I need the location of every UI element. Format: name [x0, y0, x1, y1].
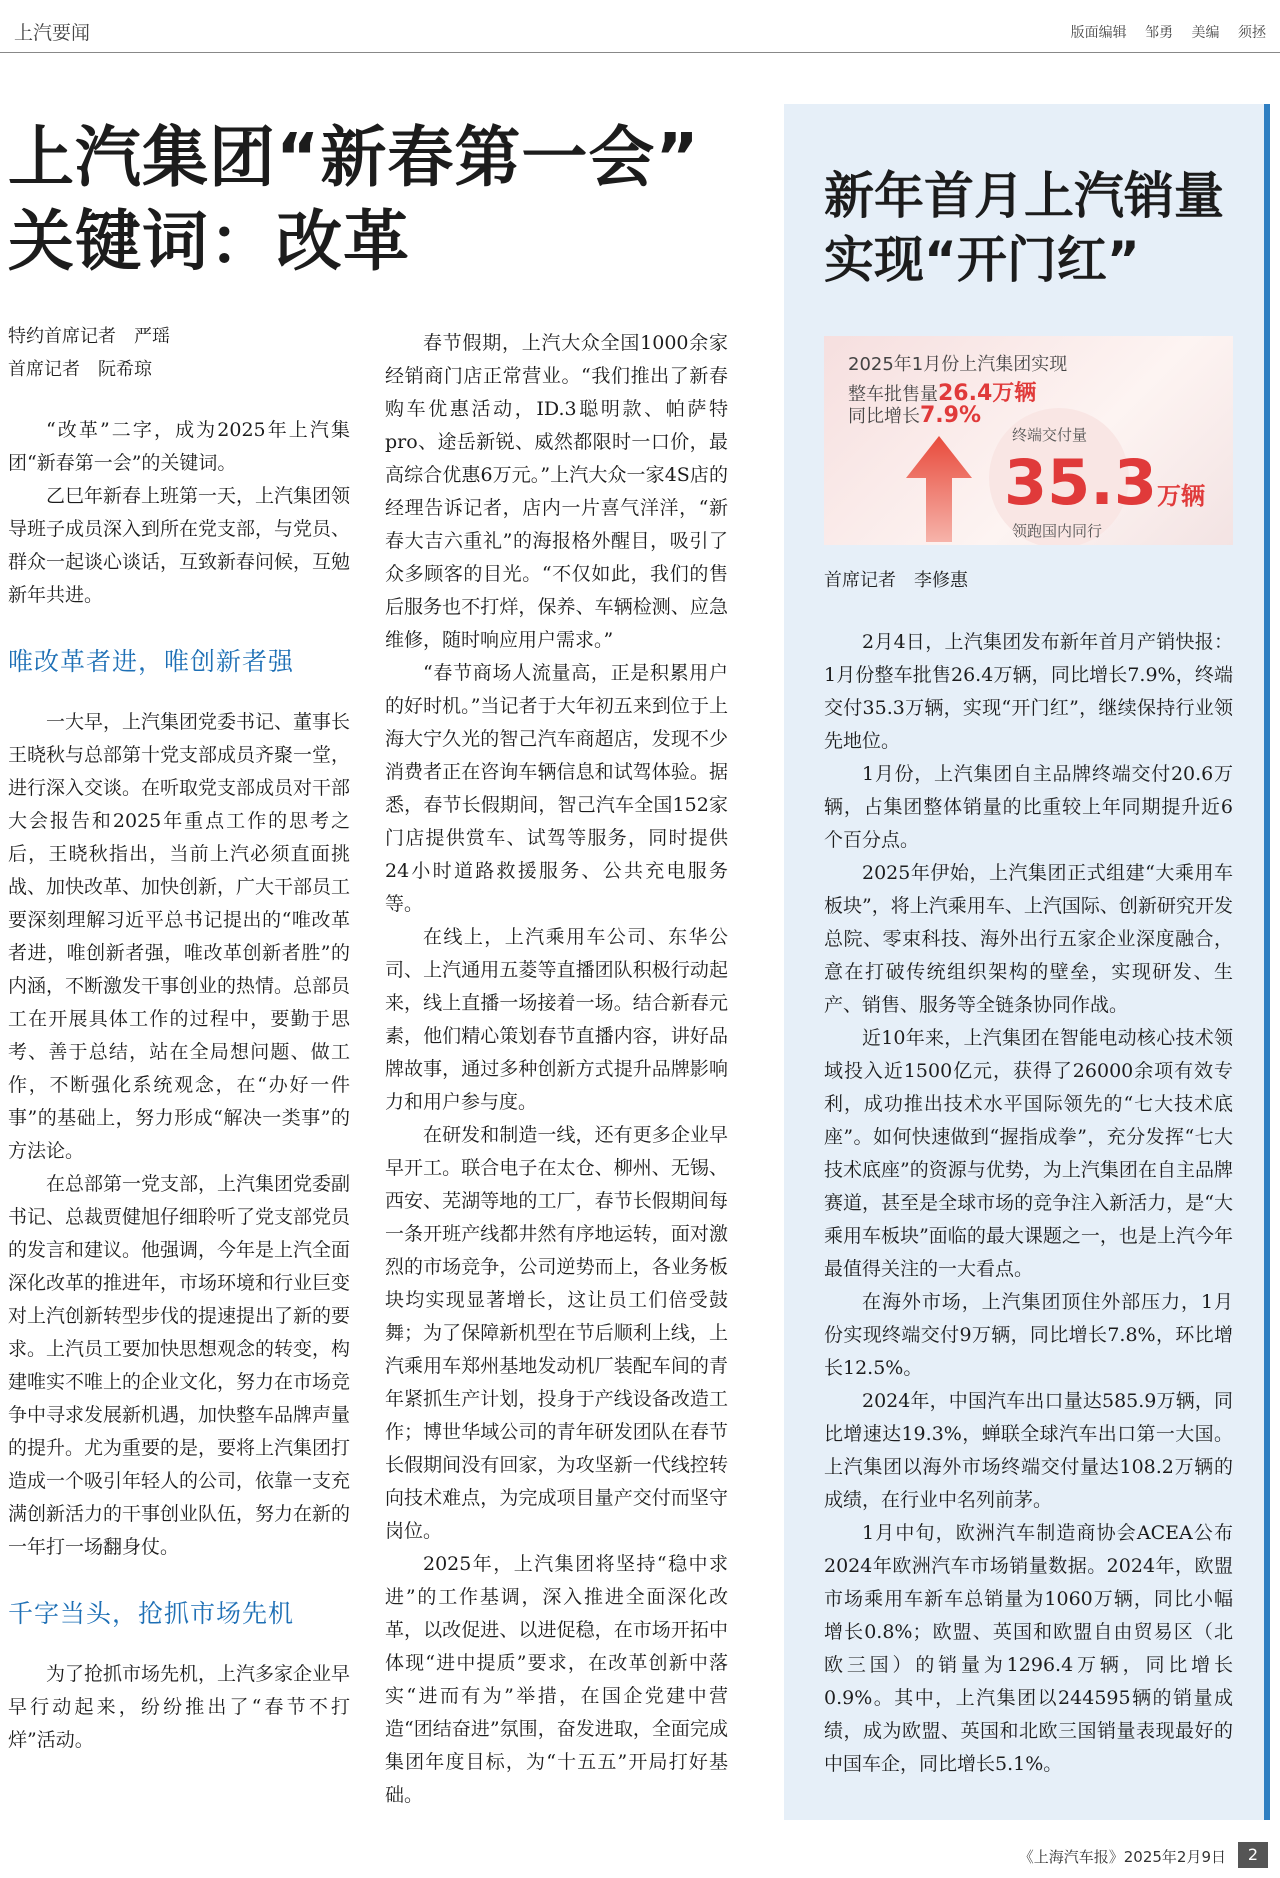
infographic-line-3	[848, 402, 981, 428]
section-name: 上汽要闻	[14, 22, 91, 44]
page-number: 2	[1238, 1842, 1268, 1868]
paragraph: 在海外市场，上汽集团顶住外部压力，1月份实现终端交付9万辆，同比增长7.8%，环比增长12.5%。	[824, 1291, 1233, 1379]
page-header	[0, 0, 1280, 54]
art-editor-name: 须拯	[1238, 25, 1266, 41]
subheading-1: 唯改革者进，唯创新者强	[8, 647, 295, 676]
header-rule	[0, 52, 1280, 53]
headline-line-2: 关键词：改革	[8, 203, 410, 280]
editor-label: 版面编辑	[1070, 25, 1127, 41]
infographic-label: 同比增长	[848, 406, 920, 427]
byline-role: 特约首席记者	[8, 326, 116, 347]
paragraph: “改革”二字，成为2025年上汽集团“新春第一会”的关键词。	[8, 419, 350, 474]
byline-2	[8, 353, 350, 386]
paragraph: 1月中旬，欧洲汽车制造商协会ACEA公布2024年欧洲汽车市场销量数据。2024年，欧盟市场乘用车新车总销量为1060万辆，同比小幅增长0.8%；欧盟、英国和欧盟自由贸易区（北欧三国）的销量为1296.4万辆，同比增长0.9%。其中，上汽集团以244595辆的销量成绩，成为欧盟、英国和北欧三国销量表现最好的中国车企，同比增长5.1%。	[824, 1522, 1233, 1775]
editor-name: 邹勇	[1145, 25, 1174, 41]
headline-line-1: 上汽集团“新春第一会”	[8, 119, 700, 196]
infographic-value: 26.4万辆	[938, 381, 1037, 406]
paragraph: 在研发和制造一线，还有更多企业早早开工。联合电子在太仓、柳州、无锡、西安、芜湖等地的工厂，春节长假期间每一条开班产线都井然有序地运转，面对激烈的市场竞争，公司逆势而上，各业务板块均实现显著增长，这让员工们倍受鼓舞；为了保障新机型在节后顺利上线，上汽乘用车郑州基地发动机厂装配车间的青年紧抓生产计划，投身于产线设备改造工作；博世华域公司的青年研发团队在春节长假期间没有回家，为攻坚新一代线控转向技术难点，为完成项目量产交付而坚守岗位。	[385, 1124, 728, 1542]
paragraph: “春节商场人流量高，正是积累用户的好时机。”当记者于大年初五来到位于上海大宁久光的智己汽车商超店，发现不少消费者正在咨询车辆信息和试驾体验。据悉，春节长假期间，智己汽车全国152家门店提供赏车、试驾等服务，同时提供24小时道路救援服务、公共充电服务等。	[385, 662, 728, 915]
terminal-number: 35.3	[1004, 446, 1157, 519]
art-editor-label: 美编	[1191, 25, 1220, 41]
infographic-value: 7.9%	[920, 403, 982, 428]
infographic-label: 整车批售量	[848, 384, 938, 405]
paragraph: 2024年，中国汽车出口量达585.9万辆，同比增速达19.3%，蝉联全球汽车出口第一大国。上汽集团以海外市场终端交付量达108.2万辆的成绩，在行业中名列前茅。	[824, 1390, 1233, 1511]
byline-name: 李修惠	[914, 570, 968, 591]
sidebar-headline-line-2: 实现“开门红”	[824, 231, 1140, 289]
byline-role: 首席记者	[8, 359, 80, 380]
sidebar-byline	[824, 566, 986, 592]
sidebar-headline-line-1: 新年首月上汽销量	[824, 167, 1224, 225]
terminal-label: 终端交付量	[1012, 426, 1088, 444]
publication-date: 《上海汽车报》2025年2月9日	[1018, 1848, 1226, 1866]
byline-name: 阮希琼	[98, 359, 152, 380]
paragraph: 在线上，上汽乘用车公司、东华公司、上汽通用五菱等直播团队积极行动起来，线上直播一场接着一场。结合新春元素，他们精心策划春节直播内容，讲好品牌故事，通过多种创新方式提升品牌影响力和用户参与度。	[385, 926, 728, 1113]
paragraph: 为了抢抓市场先机，上汽多家企业早早行动起来，纷纷推出了“春节不打烊”活动。	[8, 1663, 351, 1751]
paragraph: 近10年来，上汽集团在智能电动核心技术领域投入近1500亿元，获得了26000余项有效专利，成功推出技术水平国际领先的“七大技术底座”。如何快速做到“握指成拳”，充分发挥“七大技术底座”的资源与优势，为上汽集团在自主品牌赛道，甚至是全球市场的竞争注入新活力，是“大乘用车板块”面临的最大课题之一，也是上汽今年最值得关注的一大看点。	[824, 1027, 1233, 1280]
sidebar-headline	[824, 164, 1224, 292]
sidebar-body	[824, 626, 1233, 1781]
lead-text: 领跑国内同行	[1012, 522, 1103, 540]
main-headline	[8, 116, 700, 284]
up-arrow-icon	[904, 434, 974, 544]
paragraph: 在总部第一党支部，上汽集团党委副书记、总裁贾健旭仔细聆听了党支部党员的发言和建议。他强调，今年是上汽全面深化改革的推进年，市场环境和行业巨变对上汽创新转型步伐的提速提出了新的要求。上汽员工要加快思想观念的转变，构建唯实不唯上的企业文化，努力在市场竞争中寻求发展新机遇，加快整车品牌声量的提升。尤为重要的是，要将上汽集团打造成一个吸引年轻人的公司，依靠一支充满创新活力的干事创业队伍，努力在新的一年打一场翻身仗。	[8, 1173, 351, 1558]
paragraph: 春节假期，上汽大众全国1000余家经销商门店正常营业。“我们推出了新春购车优惠活动，ID.3聪明款、帕萨特pro、途岳新锐、威然都限时一口价，最高综合优惠6万元。”上汽大众一家4S店的经理告诉记者，店内一片喜气洋洋，“新春大吉六重礼”的海报格外醒目，吸引了众多顾客的目光。“不仅如此，我们的售后服务也不打烊，保养、车辆检测、应急维修，随时响应用户需求。”	[385, 332, 728, 651]
sidebar-article	[784, 104, 1264, 1820]
paragraph: 2月4日，上汽集团发布新年首月产销快报：1月份整车批售26.4万辆，同比增长7.9%，终端交付35.3万辆，实现“开门红”，继续保持行业领先地位。	[824, 631, 1233, 752]
paragraph: 乙巳年新春上班第一天，上汽集团领导班子成员深入到所在党支部，与党员、群众一起谈心谈话，互致新春问候，互勉新年共进。	[8, 485, 351, 606]
terminal-unit: 万辆	[1156, 482, 1205, 510]
sales-infographic	[824, 336, 1233, 545]
paragraph: 一大早，上汽集团党委书记、董事长王晓秋与总部第十党支部成员齐聚一堂，进行深入交谈。在听取党支部成员对干部大会报告和2025年重点工作的思考之后，王晓秋指出，当前上汽必须直面挑战、加快改革、加快创新，广大干部员工要深刻理解习近平总书记提出的“唯改革者进，唯创新者强，唯改革创新者胜”的内涵，不断激发干事创业的热情。总部员工在开展具体工作的过程中，要勤于思考、善于总结，站在全局想问题、做工作，不断强化系统观念，在“办好一件事”的基础上，努力形成“解决一类事”的方法论。	[8, 711, 351, 1162]
paragraph: 2025年伊始，上汽集团正式组建“大乘用车板块”，将上汽乘用车、上汽国际、创新研究开发总院、零束科技、海外出行五家企业深度融合，意在打破传统组织架构的壁垒，实现研发、生产、销售、服务等全链条协同作战。	[824, 862, 1233, 1016]
paragraph: 2025年，上汽集团将坚持“稳中求进”的工作基调，深入推进全面深化改革，以改促进、以进促稳，在市场开拓中体现“进中提质”要求，在改革创新中落实“进而有为”举措，在国企党建中营造“团结奋进”氛围，奋发进取，全面完成集团年度目标，为“十五五”开局打好基础。	[385, 1553, 728, 1806]
infographic-line-1: 2025年1月份上汽集团实现	[848, 354, 1068, 375]
editor-credits	[1057, 22, 1266, 42]
byline-name: 严瑶	[134, 326, 170, 347]
byline-1	[8, 320, 350, 353]
byline-role: 首席记者	[824, 570, 896, 591]
page-footer	[0, 1840, 1280, 1878]
terminal-figure	[1004, 446, 1205, 519]
paragraph: 1月份，上汽集团自主品牌终端交付20.6万辆，占集团整体销量的比重较上年同期提升近6个百分点。	[824, 763, 1233, 851]
article-column-2	[385, 327, 728, 1812]
subheading-2: 千字当头，抢抓市场先机	[8, 1599, 295, 1628]
article-column-1	[8, 320, 350, 1757]
